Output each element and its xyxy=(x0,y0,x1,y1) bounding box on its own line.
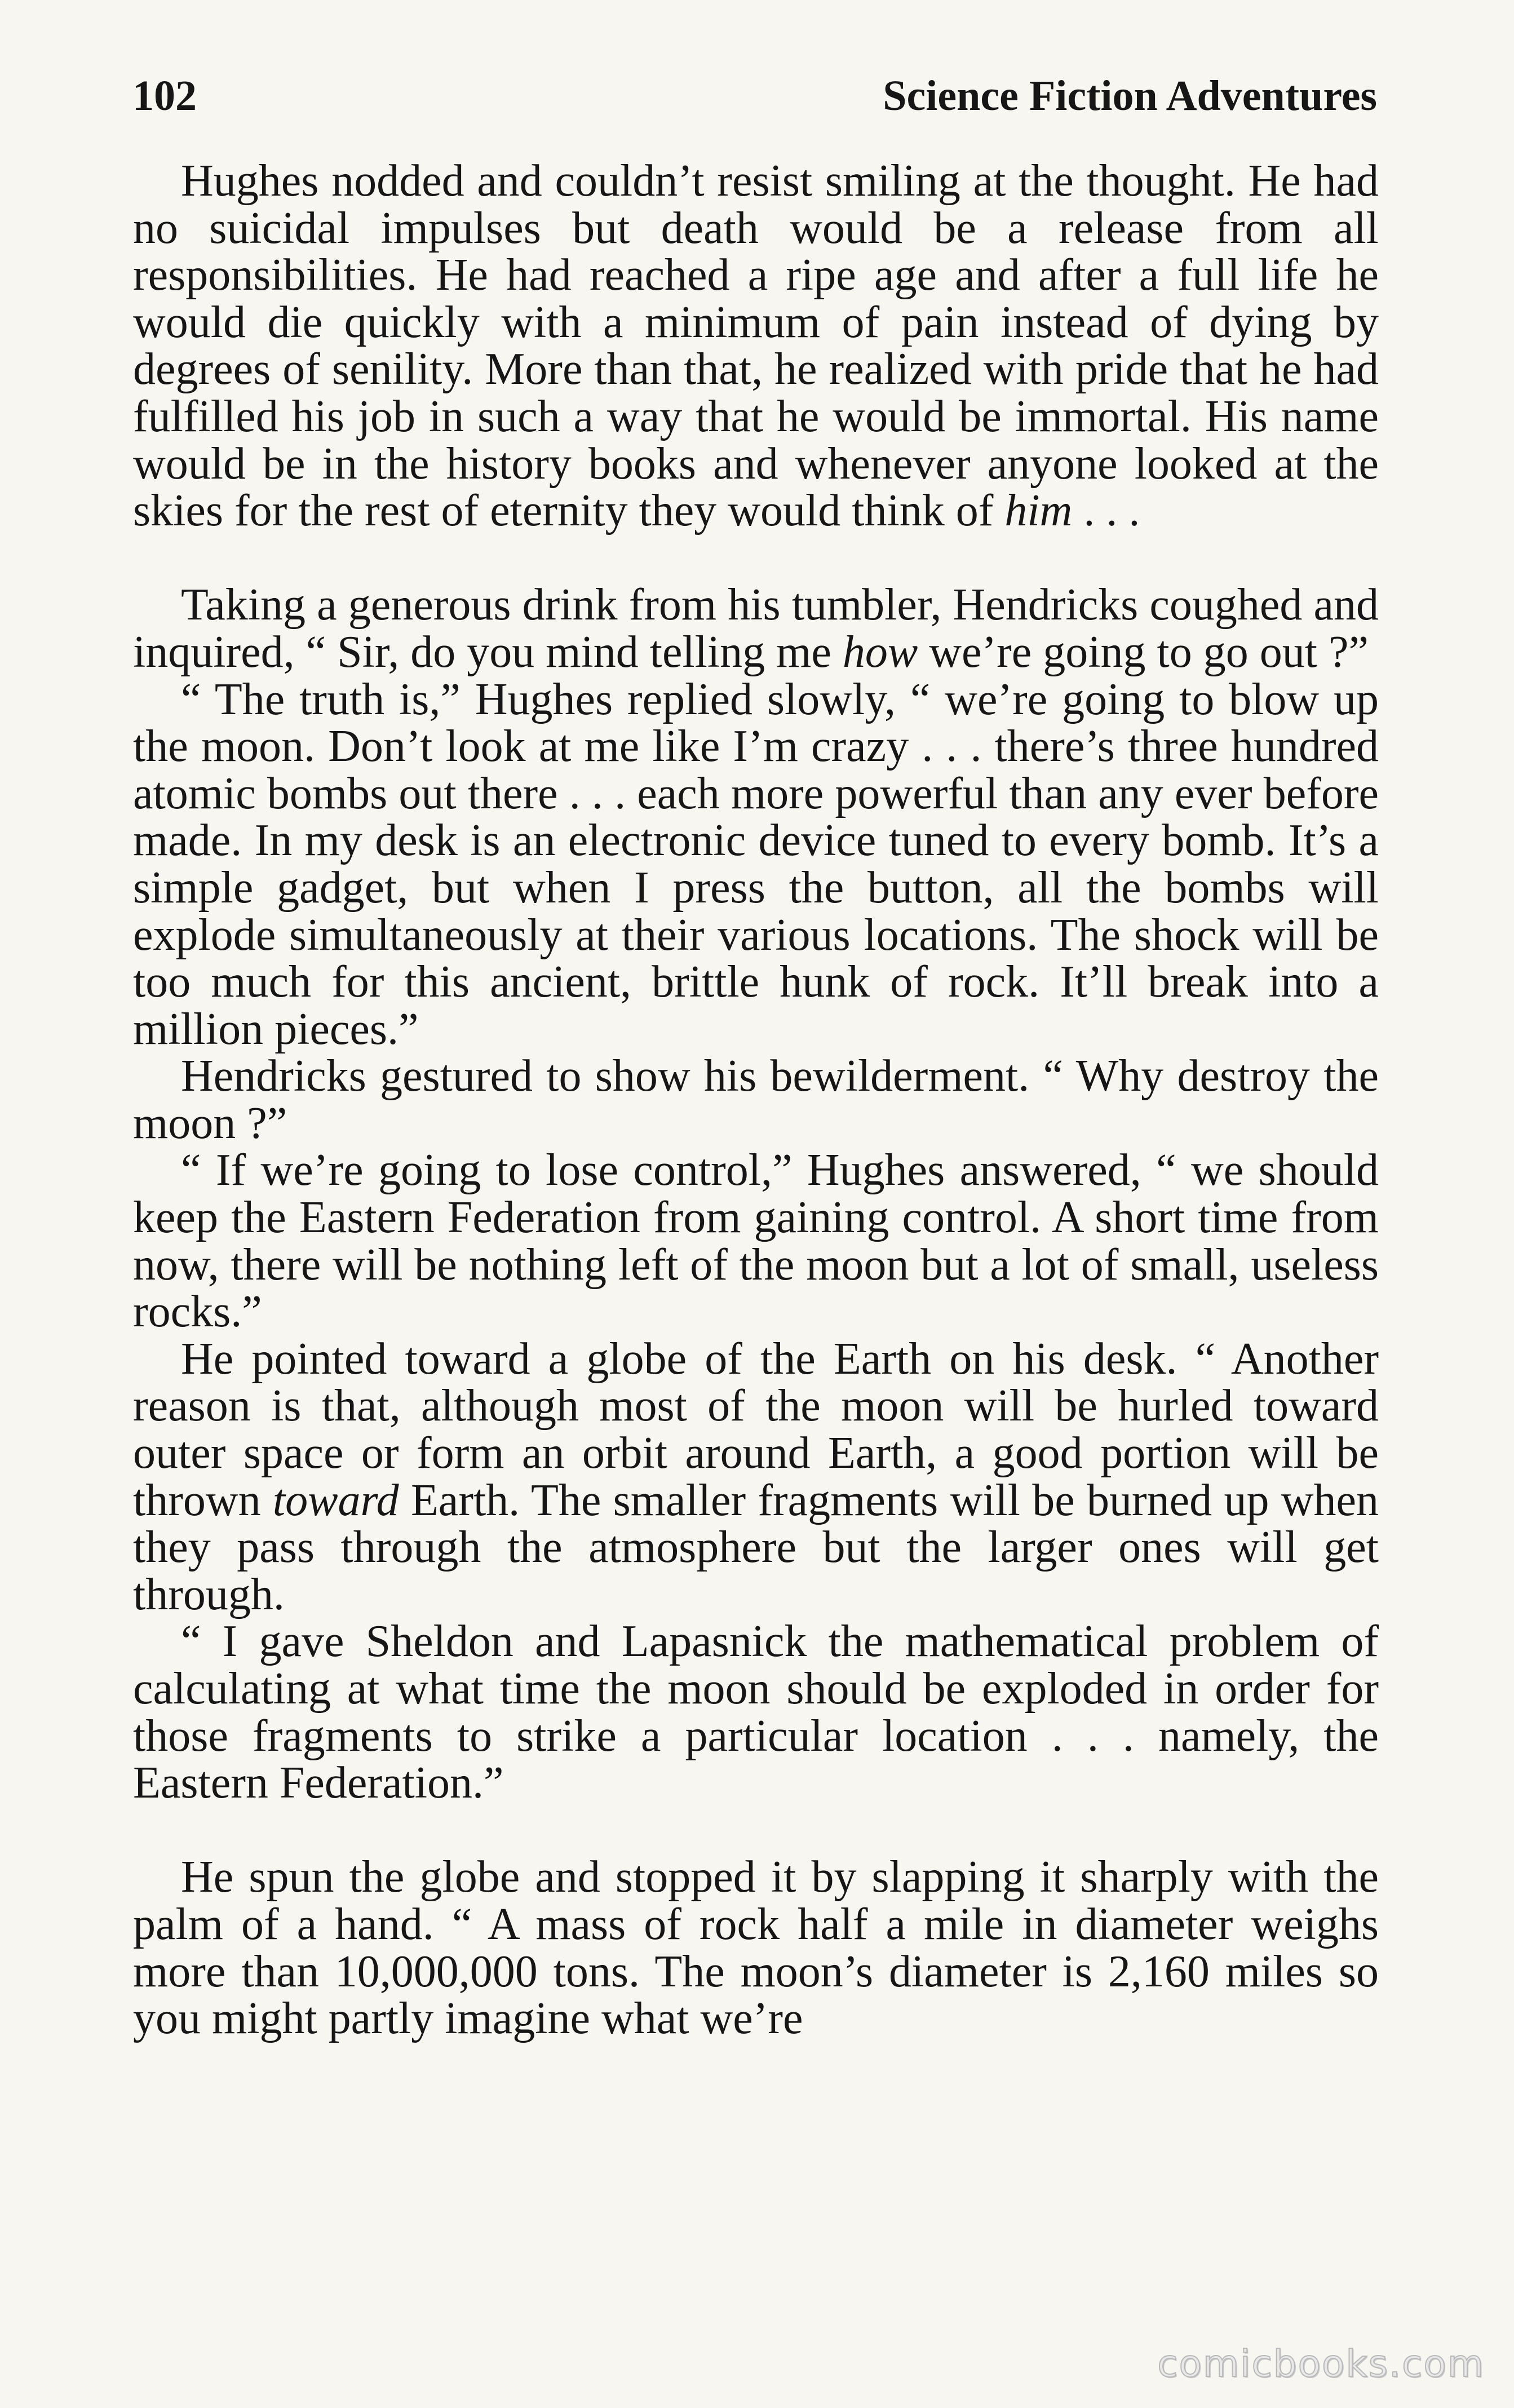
paragraph xyxy=(133,1336,1379,1619)
text-run: . . . xyxy=(1072,486,1140,536)
text-run: “ The truth is,” Hughes replied slowly, “ we’re going to blow up the moon. Don’t look at me like I’m crazy . . . there’s three hundred atomic bombs out there . . . each more powerful than any ever before made. In my desk is an electronic device tuned to every bomb. It’s a simple gadget, but when I press the button, all the bombs will explode simultaneously at their various locations. The shock will be too much for this ancient, brittle hunk of rock. It’ll break into a million pieces.” xyxy=(133,674,1379,1054)
text-run: Earth. The smaller fragments will be burned up when they pass through the atmosphere but the larger ones will get through. xyxy=(133,1475,1379,1619)
paragraph xyxy=(133,158,1379,535)
paragraph xyxy=(133,1618,1379,1807)
text-run: we’re going to go out ?” xyxy=(918,627,1369,677)
paragraph xyxy=(133,1053,1379,1147)
text-run: He pointed toward a globe of the Earth on his desk. “ Another reason is that, although most of the moon will be hurled toward outer space or form an orbit around Earth, a good portion will be thrown xyxy=(133,1334,1379,1525)
italic-text: him xyxy=(1004,486,1073,536)
text-run: Hughes nodded and couldn’t resist smiling at the thought. He had no suicidal impulses but death would be a release from all responsibilities. He had reached a ripe age and after a full life he would die quickly with a minimum of pain instead of dying by degrees of senility. More than that, he realized with pride that he had fulfilled his job in such a way that he would be immortal. His name would be in the history books and whenever anyone looked at the skies for the rest of eternity they would think of xyxy=(133,156,1379,536)
text-run: “ If we’re going to lose control,” Hughes answered, “ we should keep the Eastern Federation from gaining control. A short time from now, there will be nothing left of the moon but a lot of small, useless rocks.” xyxy=(133,1145,1379,1337)
text-run: He spun the globe and stopped it by slapping it sharply with the palm of a hand. “ A mass of rock half a mile in diameter weighs more than 10,000,000 tons. The moon’s diameter is 2,160 miles so you might partly imagine what we’re xyxy=(133,1852,1379,2044)
watermark: comicbooks.com xyxy=(1157,2342,1485,2385)
running-title: Science Fiction Adventures xyxy=(883,72,1377,119)
running-header xyxy=(132,68,1377,124)
italic-text: toward xyxy=(272,1475,399,1525)
text-run: “ I gave Sheldon and Lapasnick the mathematical problem of calculating at what time the moon should be exploded in order for those fragments to strike a particular location . . . namely, the Eastern Federation.” xyxy=(133,1617,1379,1808)
italic-text: how xyxy=(842,627,918,677)
paragraph xyxy=(133,676,1379,1054)
paragraph xyxy=(133,582,1379,676)
text-run: Hendricks gestured to show his bewilderment. “ Why destroy the moon ?” xyxy=(133,1051,1379,1148)
paragraph xyxy=(133,1854,1379,2042)
page-number: 102 xyxy=(132,72,197,119)
paragraph xyxy=(133,1147,1379,1335)
text-run: Taking a generous drink from his tumbler, Hendricks coughed and inquired, “ Sir, do you mind telling me xyxy=(133,580,1379,677)
body-text xyxy=(133,158,1379,2043)
